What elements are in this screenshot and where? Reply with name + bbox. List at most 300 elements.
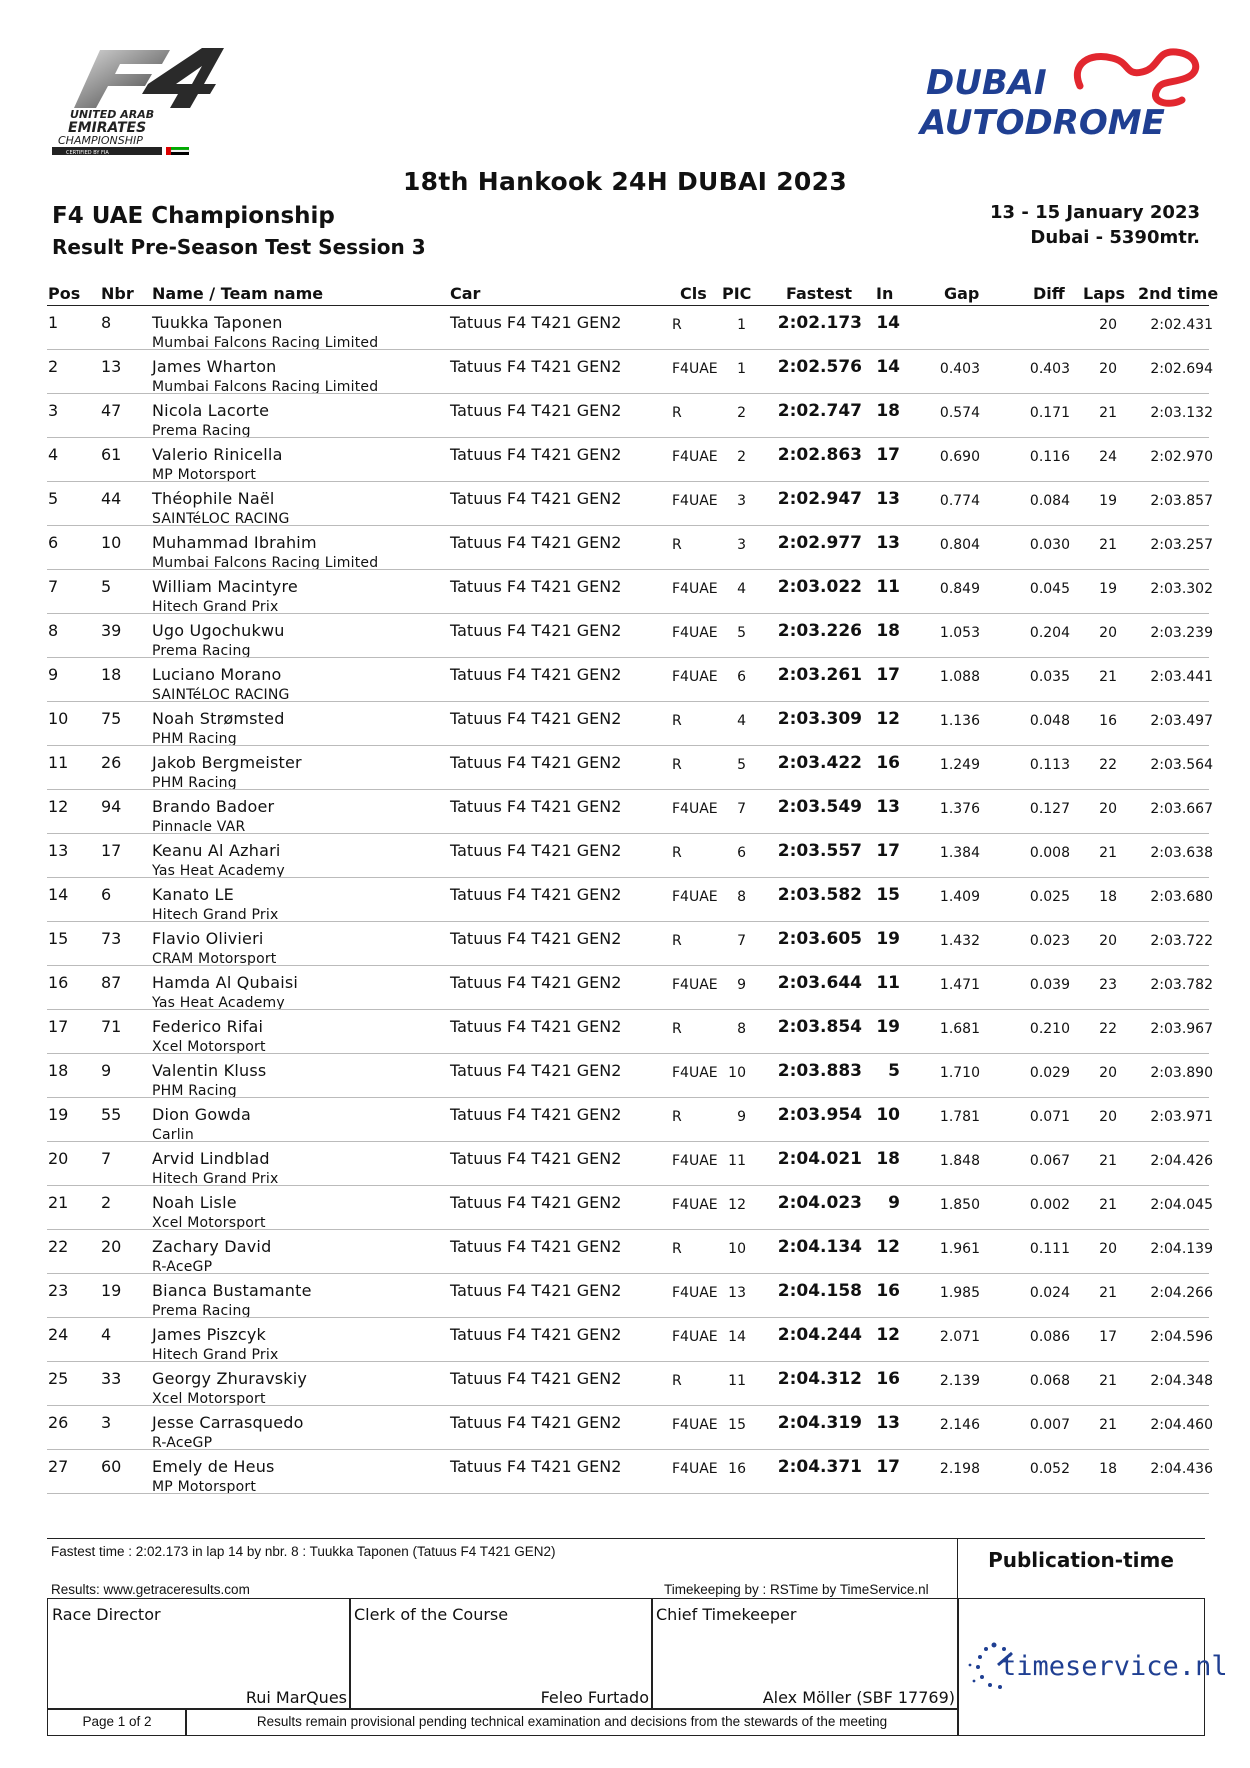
cell-car: Tatuus F4 T421 GEN2 — [450, 929, 622, 948]
cell-second: 2:04.460 — [1150, 1417, 1213, 1433]
cell-nbr: 6 — [101, 885, 112, 904]
cell-laps: 20 — [1099, 933, 1117, 949]
cell-name: Arvid Lindblad — [152, 1149, 270, 1168]
cell-nbr: 39 — [101, 621, 122, 640]
cell-diff: 0.171 — [1029, 405, 1070, 421]
cell-gap: 0.804 — [939, 537, 980, 553]
cell-second: 2:03.302 — [1150, 581, 1213, 597]
cell-laps: 20 — [1099, 317, 1117, 333]
cell-second: 2:04.426 — [1150, 1153, 1213, 1169]
footer-top-line — [47, 1538, 1205, 1539]
cell-cls: F4UAE — [672, 977, 718, 993]
cell-name: Théophile Naël — [152, 489, 275, 508]
cell-car: Tatuus F4 T421 GEN2 — [450, 1237, 622, 1256]
cell-second: 2:04.266 — [1150, 1285, 1213, 1301]
table-row — [0, 878, 1250, 922]
cell-cls: F4UAE — [672, 1153, 718, 1169]
cell-pic: 9 — [737, 977, 746, 993]
cell-nbr: 10 — [101, 533, 122, 552]
cell-car: Tatuus F4 T421 GEN2 — [450, 1105, 622, 1124]
cell-team: R-AceGP — [152, 1259, 213, 1275]
cell-second: 2:02.431 — [1150, 317, 1213, 333]
cell-fastest: 2:03.582 — [777, 885, 862, 905]
cell-second: 2:03.564 — [1150, 757, 1213, 773]
cell-name: Valentin Kluss — [152, 1061, 267, 1080]
cell-gap: 1.850 — [939, 1197, 980, 1213]
cell-name: Zachary David — [152, 1237, 272, 1256]
cell-in: 17 — [876, 1457, 900, 1477]
cell-cls: R — [672, 1109, 682, 1125]
cell-pic: 7 — [737, 801, 746, 817]
cell-name: Bianca Bustamante — [152, 1281, 312, 1300]
dubai-logo-line1: DUBAI — [926, 63, 1047, 103]
cell-diff: 0.035 — [1029, 669, 1070, 685]
cell-in: 19 — [876, 929, 900, 949]
col-cls: Cls — [680, 284, 707, 303]
cell-diff: 0.068 — [1029, 1373, 1070, 1389]
cell-gap: 0.574 — [939, 405, 980, 421]
cell-in: 9 — [888, 1193, 900, 1213]
cell-in: 14 — [876, 313, 900, 333]
cell-fastest: 2:04.158 — [777, 1281, 862, 1301]
cell-cls: F4UAE — [672, 1285, 718, 1301]
cell-pic: 10 — [728, 1241, 746, 1257]
table-row — [0, 834, 1250, 878]
cell-in: 13 — [876, 489, 900, 509]
cell-pic: 3 — [737, 537, 746, 553]
col-pos: Pos — [48, 284, 81, 303]
table-row — [0, 1142, 1250, 1186]
cell-fastest: 2:02.947 — [777, 489, 862, 509]
cell-diff: 0.116 — [1029, 449, 1070, 465]
cell-fastest: 2:03.549 — [777, 797, 862, 817]
cell-second: 2:03.239 — [1150, 625, 1213, 641]
cell-fastest: 2:02.977 — [777, 533, 862, 553]
cell-gap: 1.384 — [939, 845, 980, 861]
cell-cls: F4UAE — [672, 581, 718, 597]
cell-pic: 2 — [737, 405, 746, 421]
cell-fastest: 2:03.422 — [777, 753, 862, 773]
cell-car: Tatuus F4 T421 GEN2 — [450, 709, 622, 728]
cell-pos: 1 — [48, 313, 59, 332]
cell-gap: 1.376 — [939, 801, 980, 817]
col-name: Name / Team name — [152, 284, 324, 303]
cell-diff: 0.067 — [1029, 1153, 1070, 1169]
cell-pos: 12 — [48, 797, 69, 816]
table-row — [0, 1054, 1250, 1098]
cell-fastest: 2:03.309 — [777, 709, 862, 729]
cell-car: Tatuus F4 T421 GEN2 — [450, 665, 622, 684]
f4-uae-logo — [52, 44, 252, 156]
cell-cls: F4UAE — [672, 361, 718, 377]
results-url[interactable]: Results: www.getraceresults.com — [51, 1582, 250, 1597]
race-director-box — [47, 1598, 351, 1710]
cell-cls: R — [672, 845, 682, 861]
dubai-autodrome-graphic — [920, 44, 1206, 144]
cell-car: Tatuus F4 T421 GEN2 — [450, 357, 622, 376]
cell-cls: F4UAE — [672, 1329, 718, 1345]
cell-pos: 24 — [48, 1325, 69, 1344]
cell-name: Noah Lisle — [152, 1193, 237, 1212]
results-table-header — [0, 284, 1250, 306]
col-second: 2nd time — [1138, 284, 1219, 303]
timeservice-logo — [964, 1635, 1228, 1695]
cell-second: 2:03.890 — [1150, 1065, 1213, 1081]
cell-diff: 0.204 — [1029, 625, 1070, 641]
table-row — [0, 702, 1250, 746]
cell-pos: 25 — [48, 1369, 69, 1388]
cell-team: MP Motorsport — [152, 1479, 257, 1495]
cell-pic: 3 — [737, 493, 746, 509]
cell-second: 2:02.970 — [1150, 449, 1213, 465]
f4-logo-line2: EMIRATES — [68, 120, 147, 136]
cell-cls: R — [672, 1021, 682, 1037]
chief-timekeeper-name: Alex Möller (SBF 17769) — [762, 1688, 955, 1707]
table-row — [0, 1010, 1250, 1054]
cell-cls: F4UAE — [672, 1461, 718, 1477]
cell-in: 13 — [876, 797, 900, 817]
cell-team: Xcel Motorsport — [152, 1391, 266, 1407]
cell-in: 16 — [876, 753, 900, 773]
page-number-box — [47, 1708, 187, 1736]
cell-second: 2:04.045 — [1150, 1197, 1213, 1213]
cell-team: Xcel Motorsport — [152, 1215, 266, 1231]
cell-pos: 9 — [48, 665, 59, 684]
table-row — [0, 1186, 1250, 1230]
cell-nbr: 55 — [101, 1105, 122, 1124]
cell-gap: 1.961 — [939, 1241, 980, 1257]
cell-nbr: 2 — [101, 1193, 112, 1212]
cell-laps: 20 — [1099, 1065, 1117, 1081]
cell-pic: 14 — [728, 1329, 746, 1345]
disclaimer-text: Results remain provisional pending technical examination and decisions from the stewards of the meeting — [256, 1714, 888, 1729]
cell-car: Tatuus F4 T421 GEN2 — [450, 621, 622, 640]
cell-in: 18 — [876, 401, 900, 421]
clerk-box — [349, 1598, 653, 1710]
cell-nbr: 87 — [101, 973, 122, 992]
cell-pos: 26 — [48, 1413, 69, 1432]
cell-second: 2:03.967 — [1150, 1021, 1213, 1037]
cell-in: 12 — [876, 709, 900, 729]
cell-name: Brando Badoer — [152, 797, 275, 816]
cell-pos: 5 — [48, 489, 59, 508]
cell-cls: F4UAE — [672, 669, 718, 685]
cell-team: PHM Racing — [152, 1083, 237, 1099]
cell-team: MP Motorsport — [152, 467, 257, 483]
cell-fastest: 2:02.173 — [777, 313, 862, 333]
cell-fastest: 2:03.883 — [777, 1061, 862, 1081]
cell-second: 2:03.441 — [1150, 669, 1213, 685]
cell-name: Hamda Al Qubaisi — [152, 973, 299, 992]
fastest-time-note: Fastest time : 2:02.173 in lap 14 by nbr. 8 : Tuukka Taponen (Tatuus F4 T421 GEN2) — [51, 1544, 556, 1559]
event-location: Dubai - 5390mtr. — [1030, 227, 1200, 248]
cell-nbr: 3 — [101, 1413, 112, 1432]
session-title: Result Pre-Season Test Session 3 — [52, 235, 426, 259]
cell-nbr: 33 — [101, 1369, 122, 1388]
cell-in: 15 — [876, 885, 900, 905]
table-row — [0, 1362, 1250, 1406]
cell-diff: 0.113 — [1029, 757, 1070, 773]
cell-nbr: 44 — [101, 489, 122, 508]
event-title: 18th Hankook 24H DUBAI 2023 — [402, 167, 848, 196]
cell-in: 12 — [876, 1325, 900, 1345]
cell-laps: 21 — [1099, 669, 1117, 685]
cell-nbr: 20 — [101, 1237, 122, 1256]
cell-diff: 0.025 — [1029, 889, 1070, 905]
cell-pos: 7 — [48, 577, 59, 596]
cell-pos: 2 — [48, 357, 59, 376]
cell-pic: 6 — [737, 669, 746, 685]
cell-team: PHM Racing — [152, 775, 237, 791]
cell-name: Kanato LE — [152, 885, 234, 904]
table-row — [0, 1318, 1250, 1362]
row-divider — [47, 1493, 1209, 1494]
cell-gap: 2.198 — [939, 1461, 980, 1477]
cell-team: Hitech Grand Prix — [152, 1347, 279, 1363]
cell-diff: 0.127 — [1029, 801, 1070, 817]
table-row — [0, 526, 1250, 570]
cell-name: Luciano Morano — [152, 665, 282, 684]
cell-nbr: 73 — [101, 929, 122, 948]
championship-title: F4 UAE Championship — [52, 203, 335, 229]
cell-fastest: 2:04.312 — [777, 1369, 862, 1389]
cell-team: Prema Racing — [152, 643, 251, 659]
cell-name: Jesse Carrasquedo — [152, 1413, 304, 1432]
cell-laps: 20 — [1099, 1109, 1117, 1125]
cell-second: 2:03.257 — [1150, 537, 1213, 553]
cell-cls: R — [672, 317, 682, 333]
cell-in: 17 — [876, 665, 900, 685]
cell-nbr: 9 — [101, 1061, 112, 1080]
cell-nbr: 18 — [101, 665, 122, 684]
cell-laps: 20 — [1099, 361, 1117, 377]
cell-car: Tatuus F4 T421 GEN2 — [450, 885, 622, 904]
cell-gap: 0.774 — [939, 493, 980, 509]
cell-team: PHM Racing — [152, 731, 237, 747]
table-row — [0, 570, 1250, 614]
cell-pos: 27 — [48, 1457, 69, 1476]
cell-gap: 0.403 — [939, 361, 980, 377]
cell-in: 18 — [876, 621, 900, 641]
cell-gap: 1.409 — [939, 889, 980, 905]
cell-team: Mumbai Falcons Racing Limited — [152, 555, 379, 571]
event-info — [990, 200, 1200, 250]
cell-car: Tatuus F4 T421 GEN2 — [450, 445, 622, 464]
cell-car: Tatuus F4 T421 GEN2 — [450, 489, 622, 508]
cell-team: Xcel Motorsport — [152, 1039, 266, 1055]
cell-cls: R — [672, 405, 682, 421]
table-row — [0, 350, 1250, 394]
cell-name: Muhammad Ibrahim — [152, 533, 317, 552]
cell-nbr: 94 — [101, 797, 122, 816]
cell-gap: 1.681 — [939, 1021, 980, 1037]
cell-name: Noah Strømsted — [152, 709, 285, 728]
cell-pos: 23 — [48, 1281, 69, 1300]
f4-logo-graphic — [52, 44, 252, 156]
cell-fastest: 2:02.863 — [777, 445, 862, 465]
cell-laps: 21 — [1099, 1153, 1117, 1169]
cell-laps: 22 — [1099, 757, 1117, 773]
cell-car: Tatuus F4 T421 GEN2 — [450, 1369, 622, 1388]
cell-nbr: 71 — [101, 1017, 122, 1036]
cell-pic: 16 — [728, 1461, 746, 1477]
cell-in: 16 — [876, 1281, 900, 1301]
cell-fastest: 2:03.854 — [777, 1017, 862, 1037]
cell-car: Tatuus F4 T421 GEN2 — [450, 1061, 622, 1080]
cell-laps: 19 — [1099, 493, 1117, 509]
cell-gap: 2.146 — [939, 1417, 980, 1433]
cell-in: 13 — [876, 533, 900, 553]
cell-second: 2:03.680 — [1150, 889, 1213, 905]
timeservice-logo-text: timeservice.nl — [1000, 1651, 1228, 1682]
cell-gap: 1.471 — [939, 977, 980, 993]
cell-pic: 6 — [737, 845, 746, 861]
cell-pic: 4 — [737, 713, 746, 729]
col-laps: Laps — [1083, 284, 1125, 303]
cell-nbr: 5 — [101, 577, 112, 596]
cell-pos: 19 — [48, 1105, 69, 1124]
cell-pos: 13 — [48, 841, 69, 860]
cell-in: 10 — [876, 1105, 900, 1125]
footer — [47, 1538, 1228, 1736]
cell-cls: F4UAE — [672, 801, 718, 817]
timeservice-logo-graphic — [964, 1635, 1228, 1695]
cell-nbr: 61 — [101, 445, 122, 464]
cell-nbr: 7 — [101, 1149, 112, 1168]
cell-cls: F4UAE — [672, 1065, 718, 1081]
cell-gap: 1.249 — [939, 757, 980, 773]
event-dates: 13 - 15 January 2023 — [990, 202, 1200, 223]
cell-pic: 11 — [728, 1153, 746, 1169]
cell-laps: 23 — [1099, 977, 1117, 993]
cell-name: Flavio Olivieri — [152, 929, 264, 948]
cell-gap: 1.985 — [939, 1285, 980, 1301]
cell-fastest: 2:03.226 — [777, 621, 862, 641]
race-director-label: Race Director — [52, 1605, 161, 1624]
cell-nbr: 4 — [101, 1325, 112, 1344]
cell-team: SAINTéLOC RACING — [152, 687, 290, 703]
col-fastest: Fastest — [786, 284, 852, 303]
cell-cls: F4UAE — [672, 889, 718, 905]
col-car: Car — [450, 284, 481, 303]
cell-in: 5 — [888, 1061, 900, 1081]
table-row — [0, 438, 1250, 482]
cell-gap: 1.781 — [939, 1109, 980, 1125]
cell-pic: 9 — [737, 1109, 746, 1125]
cell-cls: R — [672, 1241, 682, 1257]
table-row — [0, 482, 1250, 526]
cell-pos: 11 — [48, 753, 69, 772]
cell-cls: F4UAE — [672, 1417, 718, 1433]
clerk-label: Clerk of the Course — [354, 1605, 509, 1624]
table-row — [0, 1274, 1250, 1318]
cell-name: Tuukka Taponen — [152, 313, 283, 332]
cell-nbr: 75 — [101, 709, 122, 728]
cell-laps: 22 — [1099, 1021, 1117, 1037]
cell-pos: 14 — [48, 885, 69, 904]
cell-second: 2:04.596 — [1150, 1329, 1213, 1345]
cell-pic: 5 — [737, 757, 746, 773]
cell-name: James Wharton — [152, 357, 277, 376]
cell-pos: 10 — [48, 709, 69, 728]
cell-name: James Piszcyk — [152, 1325, 266, 1344]
cell-name: Jakob Bergmeister — [152, 753, 302, 772]
cell-in: 19 — [876, 1017, 900, 1037]
table-row — [0, 746, 1250, 790]
cell-gap: 2.139 — [939, 1373, 980, 1389]
cell-diff: 0.086 — [1029, 1329, 1070, 1345]
cell-name: Ugo Ugochukwu — [152, 621, 285, 640]
cell-laps: 18 — [1099, 1461, 1117, 1477]
cell-fastest: 2:02.576 — [777, 357, 862, 377]
cell-laps: 21 — [1099, 1285, 1117, 1301]
cell-team: Pinnacle VAR — [152, 819, 246, 835]
cell-team: Yas Heat Academy — [152, 863, 285, 879]
cell-pos: 16 — [48, 973, 69, 992]
cell-team: Mumbai Falcons Racing Limited — [152, 379, 379, 395]
dubai-logo-line2: AUTODROME — [920, 103, 1165, 143]
cell-second: 2:04.348 — [1150, 1373, 1213, 1389]
table-row — [0, 1098, 1250, 1142]
cell-fastest: 2:03.261 — [777, 665, 862, 685]
cell-laps: 21 — [1099, 845, 1117, 861]
cell-diff: 0.007 — [1029, 1417, 1070, 1433]
cell-fastest: 2:03.605 — [777, 929, 862, 949]
cell-pic: 10 — [728, 1065, 746, 1081]
cell-pic: 8 — [737, 1021, 746, 1037]
cell-gap: 1.710 — [939, 1065, 980, 1081]
cell-pic: 1 — [737, 361, 746, 377]
cell-laps: 20 — [1099, 1241, 1117, 1257]
cell-pic: 1 — [737, 317, 746, 333]
cell-car: Tatuus F4 T421 GEN2 — [450, 1149, 622, 1168]
cell-diff: 0.002 — [1029, 1197, 1070, 1213]
cell-pic: 15 — [728, 1417, 746, 1433]
cell-car: Tatuus F4 T421 GEN2 — [450, 533, 622, 552]
cell-cls: R — [672, 713, 682, 729]
cell-laps: 24 — [1099, 449, 1117, 465]
cell-car: Tatuus F4 T421 GEN2 — [450, 797, 622, 816]
cell-diff: 0.071 — [1029, 1109, 1070, 1125]
cell-laps: 21 — [1099, 537, 1117, 553]
cell-team: SAINTéLOC RACING — [152, 511, 290, 527]
table-row — [0, 394, 1250, 438]
cell-team: Hitech Grand Prix — [152, 599, 279, 615]
cell-fastest: 2:03.954 — [777, 1105, 862, 1125]
cell-pic: 2 — [737, 449, 746, 465]
table-row — [0, 922, 1250, 966]
cell-fastest: 2:04.021 — [777, 1149, 862, 1169]
cell-team: Hitech Grand Prix — [152, 1171, 279, 1187]
cell-second: 2:04.139 — [1150, 1241, 1213, 1257]
cell-name: William Macintyre — [152, 577, 298, 596]
cell-car: Tatuus F4 T421 GEN2 — [450, 1017, 622, 1036]
cell-pos: 6 — [48, 533, 59, 552]
cell-team: Yas Heat Academy — [152, 995, 285, 1011]
cell-gap: 0.849 — [939, 581, 980, 597]
cell-cls: R — [672, 757, 682, 773]
cell-pos: 15 — [48, 929, 69, 948]
table-row — [0, 1450, 1250, 1494]
cell-gap: 2.071 — [939, 1329, 980, 1345]
cell-second: 2:02.694 — [1150, 361, 1213, 377]
cell-second: 2:04.436 — [1150, 1461, 1213, 1477]
table-row — [0, 658, 1250, 702]
publication-time-label: Publication-time — [988, 1548, 1174, 1572]
cell-diff: 0.029 — [1029, 1065, 1070, 1081]
cell-pic: 13 — [728, 1285, 746, 1301]
cell-pos: 22 — [48, 1237, 69, 1256]
